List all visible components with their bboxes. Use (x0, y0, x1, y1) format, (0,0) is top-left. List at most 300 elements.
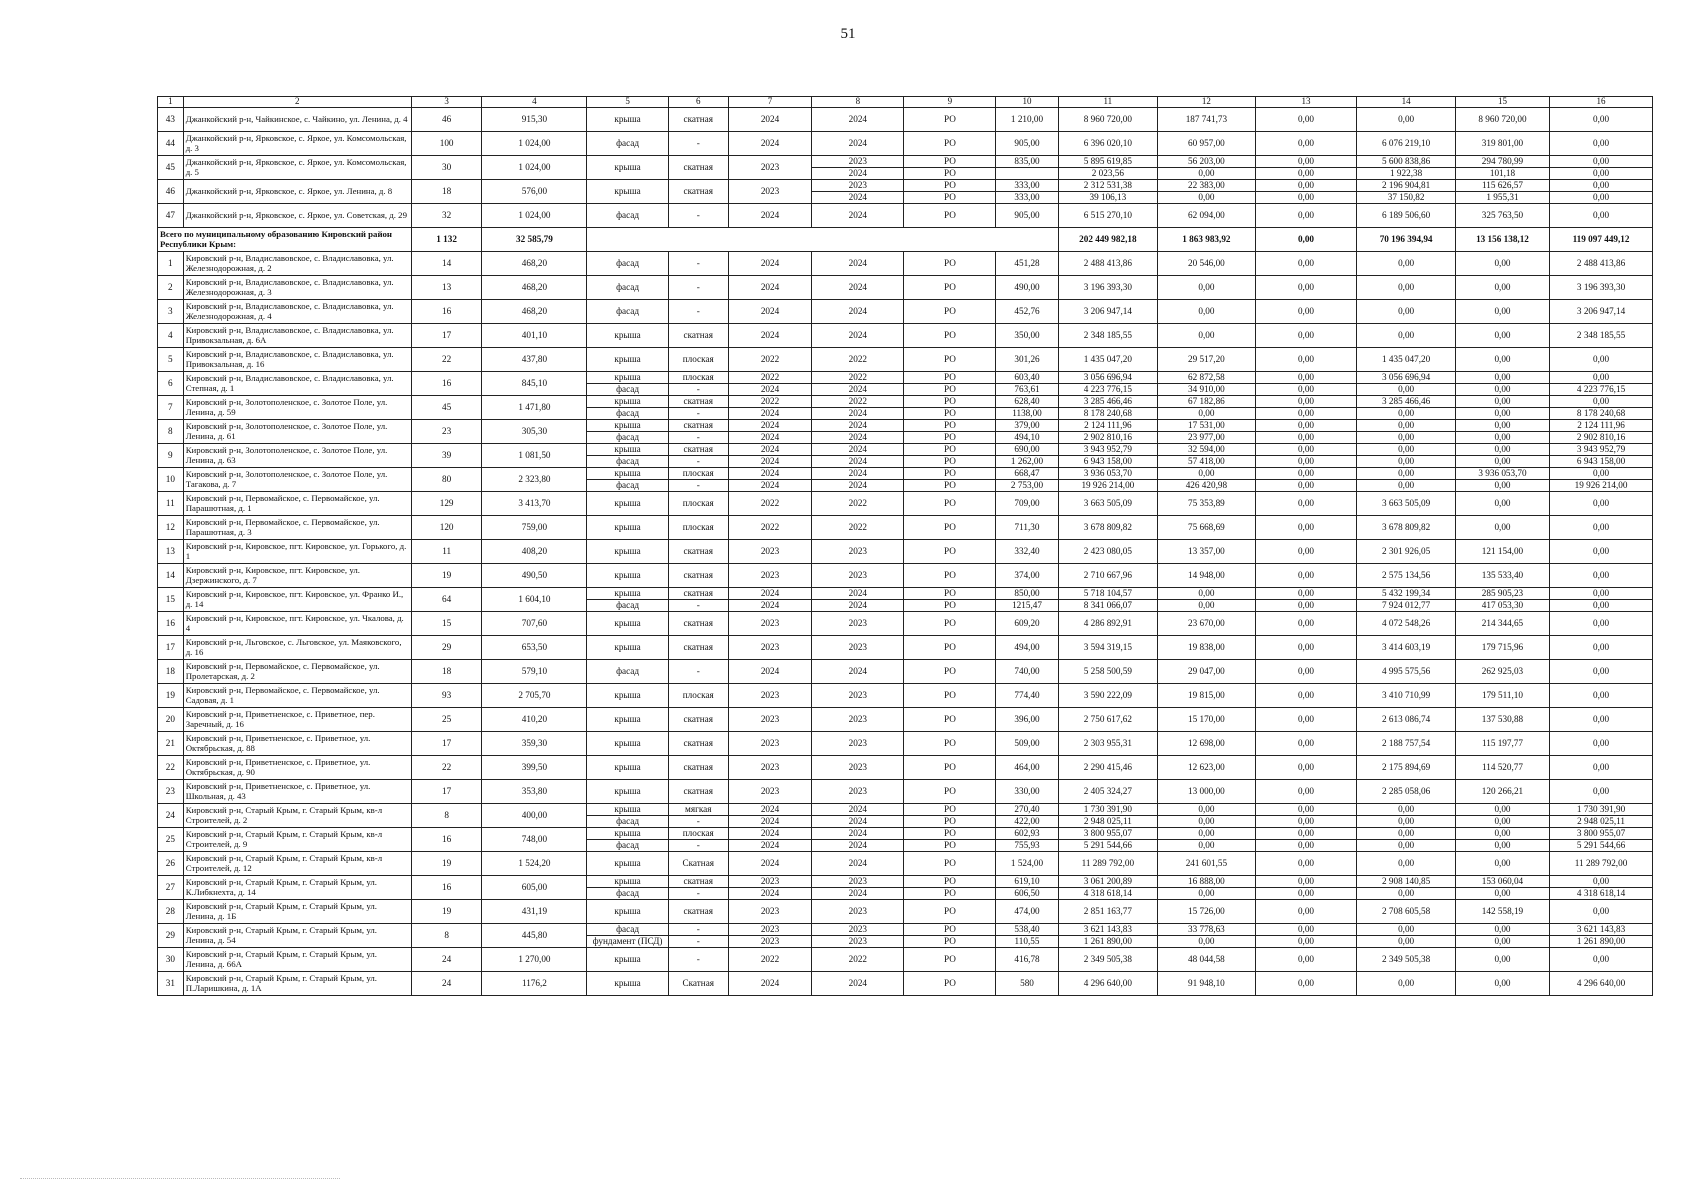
table-row (158, 732, 1653, 756)
column-number-row (158, 97, 1653, 108)
volume: 1 210,00 (996, 108, 1058, 132)
fund-owners: 2 902 810,16 (1550, 432, 1653, 444)
fund-regional: 0,00 (1357, 888, 1456, 900)
fund-federal: 0,00 (1255, 948, 1357, 972)
work-type: фасад (587, 840, 668, 852)
roof-type: плоская (668, 348, 728, 372)
total-cost: 5 258 500,59 (1058, 660, 1158, 684)
roof-type: - (668, 600, 728, 612)
building-area: 759,00 (482, 516, 587, 540)
fund-owners: 1 730 391,90 (1550, 804, 1653, 816)
building-area: 359,30 (482, 732, 587, 756)
row-number: 5 (158, 348, 184, 372)
program: РО (904, 600, 996, 612)
finance-year: 2024 (812, 324, 904, 348)
fund-regional: 2 285 058,06 (1357, 780, 1456, 804)
fund-federal: 0,00 (1255, 804, 1357, 816)
plan-year: 2022 (728, 492, 812, 516)
column-number-cell: 11 (1058, 97, 1158, 108)
fund-owners: 3 943 952,79 (1550, 444, 1653, 456)
total-cost: 2 405 324,27 (1058, 780, 1158, 804)
plan-year: 2023 (728, 180, 812, 204)
building-area: 1 081,50 (482, 444, 587, 468)
total-fund-owners: 119 097 449,12 (1550, 228, 1653, 252)
fund-regional: 2 908 140,85 (1357, 876, 1456, 888)
column-number-cell: 1 (158, 97, 184, 108)
fund-regional: 2 175 894,69 (1357, 756, 1456, 780)
column-number-cell: 9 (904, 97, 996, 108)
fund-regional: 0,00 (1357, 840, 1456, 852)
program: РО (904, 732, 996, 756)
row-number: 31 (158, 972, 184, 996)
finance-year: 2023 (812, 876, 904, 888)
total-cost: 3 590 222,09 (1058, 684, 1158, 708)
roof-type: скатная (668, 732, 728, 756)
program: РО (904, 888, 996, 900)
capital-repair-table (157, 96, 1653, 996)
row-number: 2 (158, 276, 184, 300)
roof-type: плоская (668, 516, 728, 540)
cost-per-unit: 14 948,00 (1158, 564, 1255, 588)
apartments-count: 11 (411, 540, 482, 564)
fund-federal: 0,00 (1255, 492, 1357, 516)
plan-year: 2023 (728, 540, 812, 564)
fund-local: 0,00 (1455, 324, 1549, 348)
plan-year: 2022 (728, 948, 812, 972)
building-area: 845,10 (482, 372, 587, 396)
fund-regional: 0,00 (1357, 432, 1456, 444)
row-number: 23 (158, 780, 184, 804)
fund-federal: 0,00 (1255, 192, 1357, 204)
plan-year: 2024 (728, 108, 812, 132)
program: РО (904, 900, 996, 924)
volume: 474,00 (996, 900, 1058, 924)
fund-federal: 0,00 (1255, 660, 1357, 684)
plan-year: 2024 (728, 660, 812, 684)
work-type: фасад (587, 204, 668, 228)
cost-per-unit: 17 531,00 (1158, 420, 1255, 432)
program: РО (904, 492, 996, 516)
finance-year: 2024 (812, 840, 904, 852)
finance-year: 2022 (812, 516, 904, 540)
program: РО (904, 408, 996, 420)
table-row (158, 348, 1653, 372)
program: РО (904, 612, 996, 636)
apartments-count: 8 (411, 924, 482, 948)
cost-per-unit: 48 044,58 (1158, 948, 1255, 972)
fund-regional: 2 196 904,81 (1357, 180, 1456, 192)
total-cost: 2 303 955,31 (1058, 732, 1158, 756)
finance-year: 2023 (812, 936, 904, 948)
plan-year: 2022 (728, 516, 812, 540)
total-cost: 202 449 982,18 (1058, 228, 1158, 252)
program: РО (904, 168, 996, 180)
plan-year: 2023 (728, 756, 812, 780)
work-type: фасад (587, 480, 668, 492)
fund-regional: 4 072 548,26 (1357, 612, 1456, 636)
fund-local: 179 715,96 (1455, 636, 1549, 660)
roof-type: - (668, 660, 728, 684)
table-row (158, 132, 1653, 156)
column-number-cell: 8 (812, 97, 904, 108)
fund-federal: 0,00 (1255, 432, 1357, 444)
apartments-count: 18 (411, 660, 482, 684)
work-type: крыша (587, 468, 668, 480)
fund-federal: 0,00 (1255, 708, 1357, 732)
cost-per-unit: 15 170,00 (1158, 708, 1255, 732)
row-number: 3 (158, 300, 184, 324)
fund-local: 0,00 (1455, 252, 1549, 276)
fund-federal: 0,00 (1255, 456, 1357, 468)
building-area: 468,20 (482, 276, 587, 300)
work-type: крыша (587, 564, 668, 588)
cost-per-unit: 12 698,00 (1158, 732, 1255, 756)
roof-type: скатная (668, 156, 728, 180)
fund-owners: 0,00 (1550, 876, 1653, 888)
volume: 301,26 (996, 348, 1058, 372)
table-row (158, 612, 1653, 636)
fund-local: 115 626,57 (1455, 180, 1549, 192)
apartments-count: 16 (411, 300, 482, 324)
cost-per-unit: 57 418,00 (1158, 456, 1255, 468)
fund-regional: 0,00 (1357, 276, 1456, 300)
table-row (158, 300, 1653, 324)
fund-owners: 19 926 214,00 (1550, 480, 1653, 492)
fund-regional: 2 575 134,56 (1357, 564, 1456, 588)
row-number: 47 (158, 204, 184, 228)
total-cost: 3 206 947,14 (1058, 300, 1158, 324)
work-type: крыша (587, 540, 668, 564)
fund-regional: 0,00 (1357, 420, 1456, 432)
fund-regional: 1 922,38 (1357, 168, 1456, 180)
column-number-cell: 13 (1255, 97, 1357, 108)
volume: 850,00 (996, 588, 1058, 600)
object-address: Кировский р-н, Владиславовское, с. Владиславовка, ул. Привокзальная, д. 6А (183, 324, 411, 348)
cost-per-unit: 23 670,00 (1158, 612, 1255, 636)
program: РО (904, 252, 996, 276)
cost-per-unit: 23 977,00 (1158, 432, 1255, 444)
fund-local: 115 197,77 (1455, 732, 1549, 756)
table-row (158, 660, 1653, 684)
work-type: крыша (587, 372, 668, 384)
cost-per-unit: 91 948,10 (1158, 972, 1255, 996)
fund-local: 417 053,30 (1455, 600, 1549, 612)
total-cost: 3 621 143,83 (1058, 924, 1158, 936)
building-area: 1 604,10 (482, 588, 587, 612)
fund-owners: 0,00 (1550, 732, 1653, 756)
roof-type: - (668, 204, 728, 228)
program: РО (904, 396, 996, 408)
empty-cell (587, 228, 1058, 252)
row-number: 12 (158, 516, 184, 540)
row-number: 19 (158, 684, 184, 708)
total-cost: 1 730 391,90 (1058, 804, 1158, 816)
fund-local: 0,00 (1455, 444, 1549, 456)
fund-regional: 0,00 (1357, 456, 1456, 468)
volume: 333,00 (996, 192, 1058, 204)
volume: 602,93 (996, 828, 1058, 840)
cost-per-unit: 0,00 (1158, 300, 1255, 324)
finance-year: 2024 (812, 108, 904, 132)
fund-owners: 4 318 618,14 (1550, 888, 1653, 900)
fund-owners: 0,00 (1550, 564, 1653, 588)
volume: 711,30 (996, 516, 1058, 540)
plan-year: 2024 (728, 276, 812, 300)
finance-year: 2024 (812, 588, 904, 600)
total-label: Всего по муниципальному образованию Кировский район Республики Крым: (158, 228, 412, 252)
fund-regional: 7 924 012,77 (1357, 600, 1456, 612)
fund-owners: 3 621 143,83 (1550, 924, 1653, 936)
finance-year: 2024 (812, 660, 904, 684)
table-row (158, 900, 1653, 924)
finance-year: 2024 (812, 192, 904, 204)
work-type: крыша (587, 900, 668, 924)
total-cost: 6 515 270,10 (1058, 204, 1158, 228)
fund-regional: 2 188 757,54 (1357, 732, 1456, 756)
apartments-count: 23 (411, 420, 482, 444)
table-row (158, 372, 1653, 384)
fund-regional: 2 708 605,58 (1357, 900, 1456, 924)
fund-owners: 5 291 544,66 (1550, 840, 1653, 852)
volume: 416,78 (996, 948, 1058, 972)
apartments-count: 120 (411, 516, 482, 540)
fund-federal: 0,00 (1255, 876, 1357, 888)
cost-per-unit: 0,00 (1158, 888, 1255, 900)
volume: 580 (996, 972, 1058, 996)
fund-owners: 0,00 (1550, 948, 1653, 972)
apartments-count: 19 (411, 852, 482, 876)
work-type: крыша (587, 780, 668, 804)
table-row (158, 276, 1653, 300)
building-area: 1 524,20 (482, 852, 587, 876)
program: РО (904, 936, 996, 948)
cost-per-unit: 29 517,20 (1158, 348, 1255, 372)
cost-per-unit: 13 357,00 (1158, 540, 1255, 564)
row-number: 46 (158, 180, 184, 204)
object-address: Кировский р-н, Приветненское, с. Приветное, ул. Школьная, д. 43 (183, 780, 411, 804)
fund-federal: 0,00 (1255, 888, 1357, 900)
program: РО (904, 300, 996, 324)
table-row (158, 252, 1653, 276)
work-type: фасад (587, 132, 668, 156)
fund-regional: 3 285 466,46 (1357, 396, 1456, 408)
total-cost: 2 750 617,62 (1058, 708, 1158, 732)
fund-owners: 3 196 393,30 (1550, 276, 1653, 300)
table-row (158, 756, 1653, 780)
fund-federal: 0,00 (1255, 900, 1357, 924)
table-row (158, 948, 1653, 972)
fund-owners: 4 296 640,00 (1550, 972, 1653, 996)
work-type: фасад (587, 456, 668, 468)
program: РО (904, 948, 996, 972)
volume: 464,00 (996, 756, 1058, 780)
fund-local: 0,00 (1455, 816, 1549, 828)
volume: 755,93 (996, 840, 1058, 852)
column-number-cell: 12 (1158, 97, 1255, 108)
row-number: 44 (158, 132, 184, 156)
building-area: 2 323,80 (482, 468, 587, 492)
object-address: Кировский р-н, Владиславовское, с. Владиславовка, ул. Железнодорожная, д. 3 (183, 276, 411, 300)
finance-year: 2024 (812, 480, 904, 492)
cost-per-unit: 19 838,00 (1158, 636, 1255, 660)
roof-type: скатная (668, 324, 728, 348)
fund-local: 120 266,21 (1455, 780, 1549, 804)
fund-federal: 0,00 (1255, 612, 1357, 636)
cost-per-unit: 0,00 (1158, 324, 1255, 348)
fund-regional: 3 678 809,82 (1357, 516, 1456, 540)
plan-year: 2023 (728, 636, 812, 660)
apartments-count: 45 (411, 396, 482, 420)
work-type: крыша (587, 636, 668, 660)
plan-year: 2024 (728, 588, 812, 600)
building-area: 468,20 (482, 300, 587, 324)
object-address: Кировский р-н, Старый Крым, г. Старый Крым, ул. Ленина, д. 54 (183, 924, 411, 948)
roof-type: - (668, 924, 728, 936)
volume: 619,10 (996, 876, 1058, 888)
fund-owners: 0,00 (1550, 372, 1653, 384)
program: РО (904, 480, 996, 492)
roof-type: скатная (668, 180, 728, 204)
plan-year: 2024 (728, 840, 812, 852)
column-number-cell: 7 (728, 97, 812, 108)
program: РО (904, 924, 996, 936)
work-type: фасад (587, 888, 668, 900)
work-type: фундамент (ПСД) (587, 936, 668, 948)
object-address: Джанкойский р-н, Ярковское, с. Яркое, ул. Комсомольская, д. 5 (183, 156, 411, 180)
work-type: фасад (587, 924, 668, 936)
fund-federal: 0,00 (1255, 816, 1357, 828)
total-cost: 3 943 952,79 (1058, 444, 1158, 456)
fund-federal: 0,00 (1255, 444, 1357, 456)
apartments-count: 29 (411, 636, 482, 660)
fund-regional: 0,00 (1357, 972, 1456, 996)
fund-local: 0,00 (1455, 516, 1549, 540)
program: РО (904, 780, 996, 804)
program: РО (904, 324, 996, 348)
fund-local: 262 925,03 (1455, 660, 1549, 684)
roof-type: - (668, 948, 728, 972)
program: РО (904, 876, 996, 888)
building-area: 400,00 (482, 804, 587, 828)
total-cost: 4 296 640,00 (1058, 972, 1158, 996)
fund-federal: 0,00 (1255, 132, 1357, 156)
apartments-count: 8 (411, 804, 482, 828)
fund-local: 0,00 (1455, 348, 1549, 372)
program: РО (904, 384, 996, 396)
fund-local: 214 344,65 (1455, 612, 1549, 636)
work-type: крыша (587, 828, 668, 840)
fund-federal: 0,00 (1255, 396, 1357, 408)
fund-regional: 0,00 (1357, 924, 1456, 936)
table-row (158, 156, 1653, 168)
finance-year: 2024 (812, 252, 904, 276)
program: РО (904, 432, 996, 444)
finance-year: 2023 (812, 900, 904, 924)
building-area: 437,80 (482, 348, 587, 372)
fund-local: 0,00 (1455, 852, 1549, 876)
fund-federal: 0,00 (1255, 252, 1357, 276)
work-type: крыша (587, 324, 668, 348)
building-area: 353,80 (482, 780, 587, 804)
fund-federal: 0,00 (1255, 780, 1357, 804)
finance-year: 2024 (812, 444, 904, 456)
fund-federal: 0,00 (1255, 936, 1357, 948)
total-cost: 2 488 413,86 (1058, 252, 1158, 276)
volume: 1 524,00 (996, 852, 1058, 876)
volume: 379,00 (996, 420, 1058, 432)
fund-regional: 2 301 926,05 (1357, 540, 1456, 564)
fund-local: 0,00 (1455, 924, 1549, 936)
roof-type: - (668, 480, 728, 492)
work-type: крыша (587, 852, 668, 876)
program: РО (904, 456, 996, 468)
cost-per-unit: 75 353,89 (1158, 492, 1255, 516)
object-address: Кировский р-н, Старый Крым, г. Старый Крым, кв-л Строителей, д. 12 (183, 852, 411, 876)
total-cost: 11 289 792,00 (1058, 852, 1158, 876)
finance-year: 2024 (812, 456, 904, 468)
fund-regional: 0,00 (1357, 804, 1456, 816)
volume: 905,00 (996, 132, 1058, 156)
program: РО (904, 684, 996, 708)
fund-local: 121 154,00 (1455, 540, 1549, 564)
finance-year: 2024 (812, 888, 904, 900)
program: РО (904, 276, 996, 300)
program: РО (904, 972, 996, 996)
object-address: Джанкойский р-н, Ярковское, с. Яркое, ул. Ленина, д. 8 (183, 180, 411, 204)
fund-federal: 0,00 (1255, 540, 1357, 564)
work-type: фасад (587, 252, 668, 276)
cost-per-unit: 19 815,00 (1158, 684, 1255, 708)
plan-year: 2024 (728, 444, 812, 456)
fund-owners: 0,00 (1550, 540, 1653, 564)
building-area: 1176,2 (482, 972, 587, 996)
object-address: Кировский р-н, Владиславовское, с. Владиславовка, ул. Привокзальная, д. 16 (183, 348, 411, 372)
total-cost: 8 341 066,07 (1058, 600, 1158, 612)
finance-year: 2023 (812, 924, 904, 936)
total-cost: 2 710 667,96 (1058, 564, 1158, 588)
row-number: 21 (158, 732, 184, 756)
fund-owners: 3 800 955,07 (1550, 828, 1653, 840)
cost-per-unit: 13 000,00 (1158, 780, 1255, 804)
roof-type: плоская (668, 492, 728, 516)
table-row (158, 108, 1653, 132)
fund-local: 101,18 (1455, 168, 1549, 180)
program: РО (904, 804, 996, 816)
work-type: крыша (587, 804, 668, 816)
plan-year: 2023 (728, 156, 812, 180)
row-number: 10 (158, 468, 184, 492)
object-address: Джанкойский р-н, Ярковское, с. Яркое, ул. Советская, д. 29 (183, 204, 411, 228)
roof-type: скатная (668, 612, 728, 636)
work-type: крыша (587, 396, 668, 408)
table-row (158, 180, 1653, 192)
plan-year: 2022 (728, 372, 812, 384)
finance-year: 2023 (812, 156, 904, 168)
total-cost: 4 318 618,14 (1058, 888, 1158, 900)
row-number: 20 (158, 708, 184, 732)
finance-year: 2022 (812, 396, 904, 408)
program: РО (904, 756, 996, 780)
plan-year: 2024 (728, 384, 812, 396)
finance-year: 2024 (812, 600, 904, 612)
work-type: фасад (587, 600, 668, 612)
apartments-count: 13 (411, 276, 482, 300)
object-address: Кировский р-н, Золотополенское, с. Золотое Поле, ул. Ленина, д. 59 (183, 396, 411, 420)
fund-owners: 2 948 025,11 (1550, 816, 1653, 828)
fund-local: 0,00 (1455, 384, 1549, 396)
fund-federal: 0,00 (1255, 840, 1357, 852)
apartments-count: 17 (411, 780, 482, 804)
